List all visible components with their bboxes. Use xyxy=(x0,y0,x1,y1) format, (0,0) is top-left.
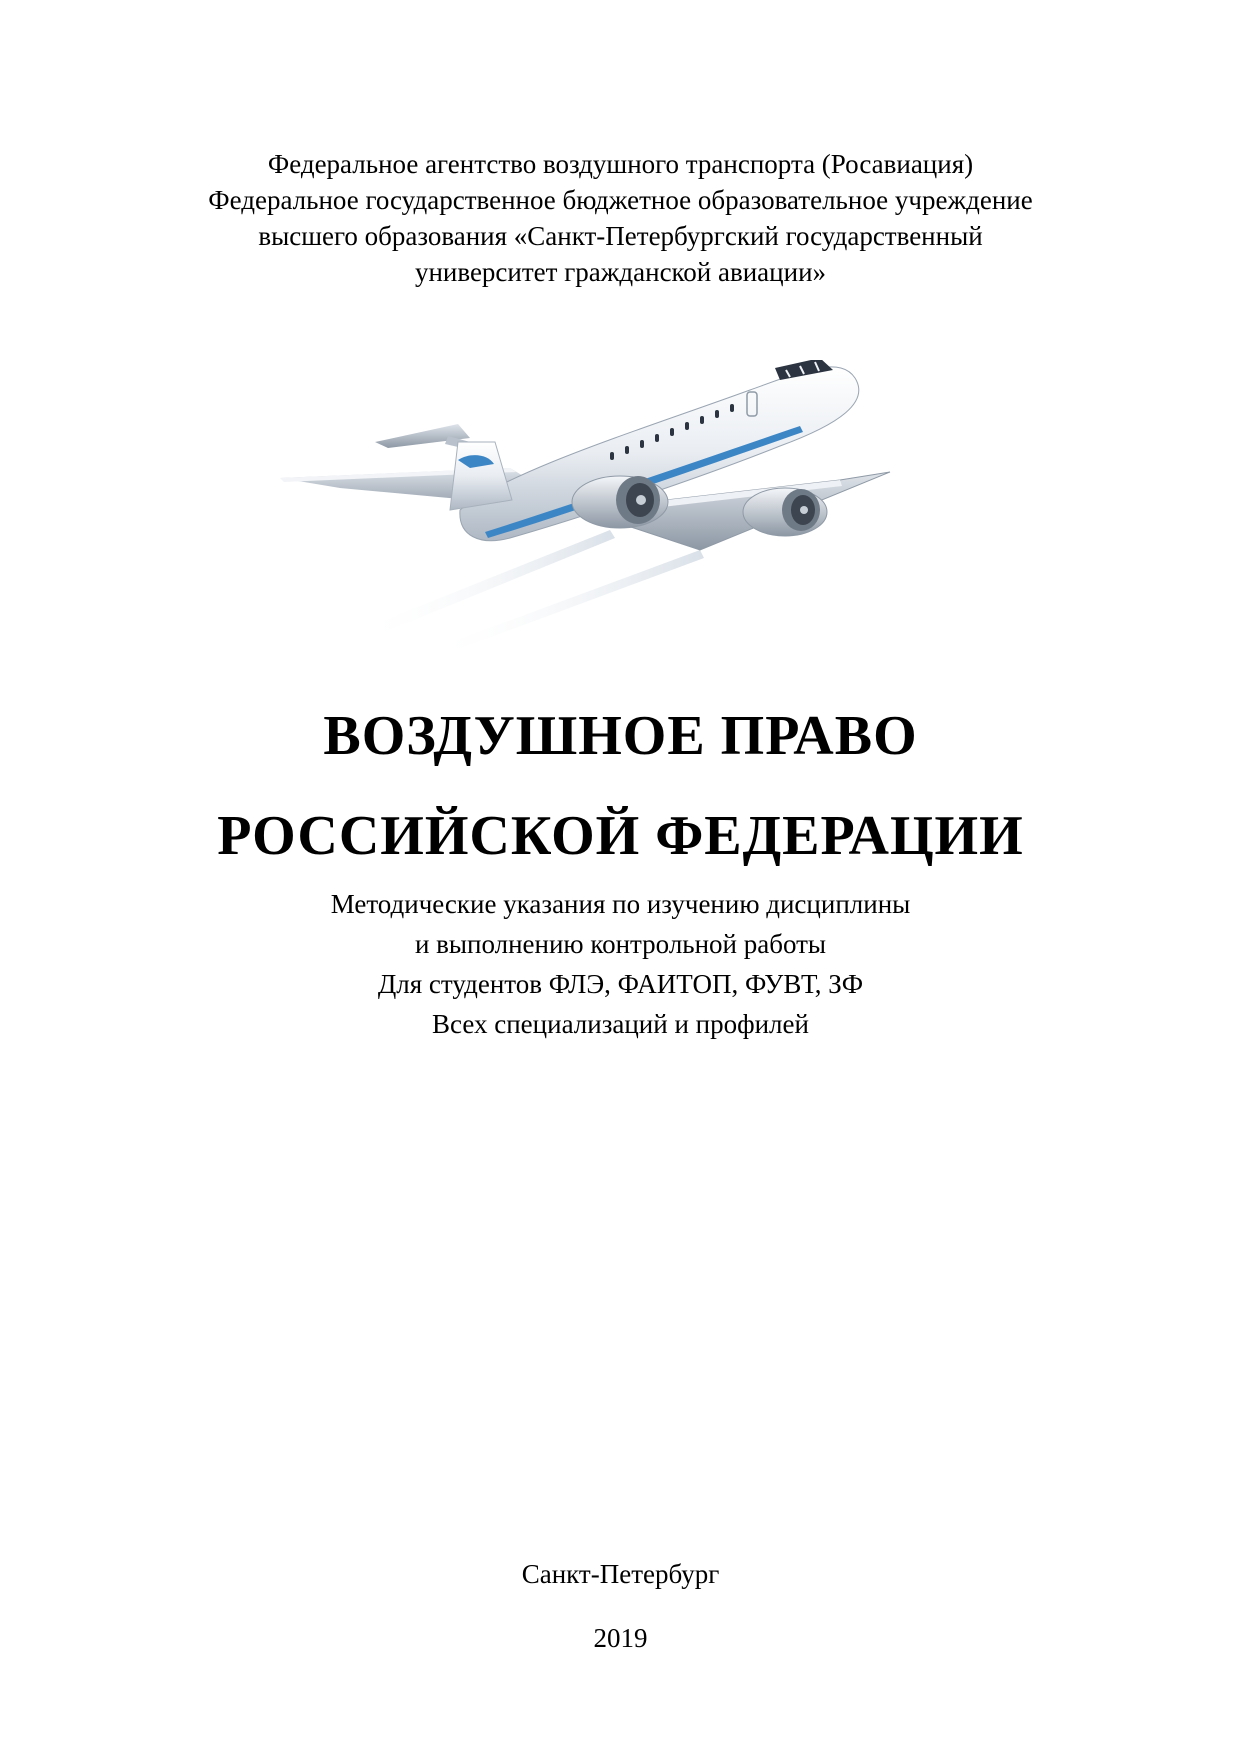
institution-line: Федеральное агентство воздушного транспорта (Росавиация) xyxy=(267,149,974,179)
institution-line: Федеральное государственное бюджетное образовательное учреждение xyxy=(208,185,1033,215)
document-title xyxy=(0,686,1241,886)
publication-city: Санкт-Петербург xyxy=(521,1559,720,1589)
title-line: РОССИЙСКОЙ ФЕДЕРАЦИИ xyxy=(217,805,1024,867)
title-line: ВОЗДУШНОЕ ПРАВО xyxy=(323,705,918,767)
institution-line: высшего образования «Санкт-Петербургский государственный xyxy=(258,221,983,251)
publication-year: 2019 xyxy=(593,1623,648,1653)
subtitle-line: и выполнению контрольной работы xyxy=(414,929,827,959)
airplane-icon xyxy=(280,360,980,660)
institution-header xyxy=(0,146,1241,290)
subtitle-line: Методические указания по изучению дисциплины xyxy=(330,889,911,919)
subtitle-line: Всех специализаций и профилей xyxy=(432,1009,809,1039)
subtitle-line: Для студентов ФЛЭ, ФАИТОП, ФУВТ, ЗФ xyxy=(377,969,864,999)
institution-line: университет гражданской авиации» xyxy=(414,257,827,287)
airplane-illustration xyxy=(280,360,980,660)
document-subtitle xyxy=(0,884,1241,1044)
